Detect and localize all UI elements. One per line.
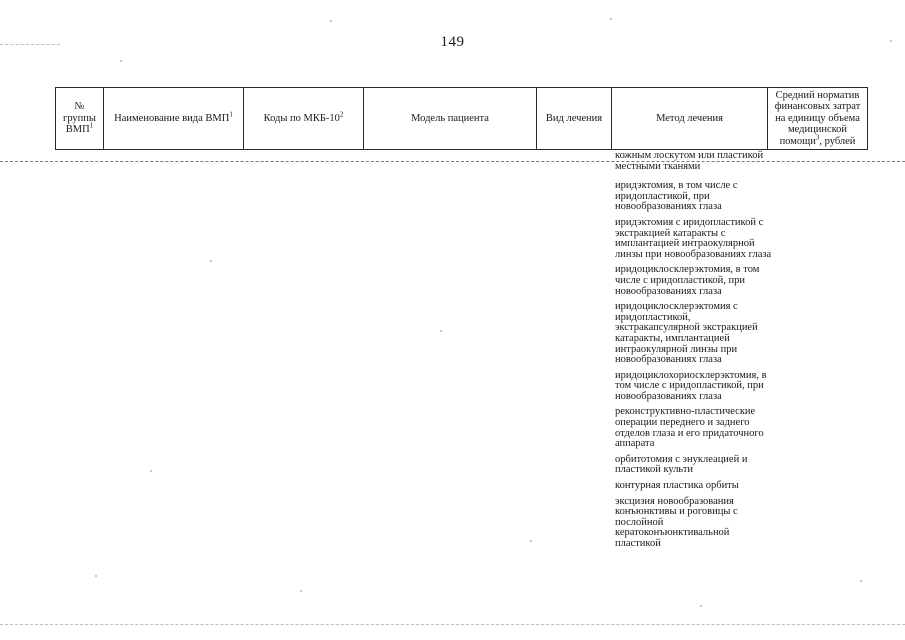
scan-speck: [210, 260, 212, 262]
treatment-method-list: [615, 151, 772, 555]
method-item: иридэктомия, в том числе с иридопластикой, при новообразованиях глаза: [615, 180, 738, 213]
scan-speck: [860, 580, 862, 582]
header-group-no: № группы ВМП$^1$: [56, 88, 104, 150]
scan-speck: [530, 540, 532, 542]
header-vmp-name: Наименование вида ВМП$^1$: [104, 88, 244, 150]
scan-artifact-line: [0, 624, 905, 625]
scan-speck: [120, 60, 122, 62]
header-avg-cost: Средний норматив финансовых затрат на единицу объема медицинской помощи$^3$, рублей: [768, 88, 868, 150]
scan-speck: [95, 575, 97, 577]
table-header: [55, 87, 868, 150]
method-item: кожным лоскутом или пластикой местными тканями: [615, 150, 764, 172]
scan-speck: [440, 330, 442, 332]
table-header-row: [56, 88, 868, 150]
method-item: иридоциклохориосклерэктомия, в том числе с иридопластикой, при новообразованиях глаза: [615, 369, 767, 402]
header-patient-model: Модель пациента: [364, 88, 537, 150]
scan-speck: [330, 20, 332, 22]
method-item: иридоциклосклерэктомия с иридопластикой, экстракапсулярной экстракцией катаракты, имплантацией интраокулярной линзы при новообразованиях глаза: [615, 301, 758, 366]
scan-speck: [700, 605, 702, 607]
method-item: иридоциклосклерэктомия, в том числе с иридопластикой, при новообразованиях глаза: [615, 264, 760, 297]
method-item: иридэктомия с иридопластикой с экстракцией катаракты с имплантацией интраокулярной линзы при новообразованиях глаза: [615, 216, 772, 260]
scan-speck: [300, 590, 302, 592]
method-item: орбитотомия с энуклеацией и пластикой культи: [615, 453, 748, 476]
header-icd-codes: Коды по МКБ-$10^2$: [244, 88, 364, 150]
header-treatment-type: Вид лечения: [537, 88, 612, 150]
scan-speck: [890, 40, 892, 42]
method-item: контурная пластика орбиты: [615, 480, 739, 492]
header-treatment-method: Метод лечения: [612, 88, 768, 150]
method-item: реконструктивно-пластические операции переднего и заднего отделов глаза и его придаточного аппарата: [615, 406, 764, 450]
scan-speck: [610, 18, 612, 20]
scan-artifact-line: [0, 44, 60, 45]
scan-speck: [150, 470, 152, 472]
page-number: 149: [440, 34, 465, 50]
method-item: эксцизия новообразования конъюнктивы и роговицы с послойной кератоконъюнктивальной пластикой: [615, 495, 738, 549]
